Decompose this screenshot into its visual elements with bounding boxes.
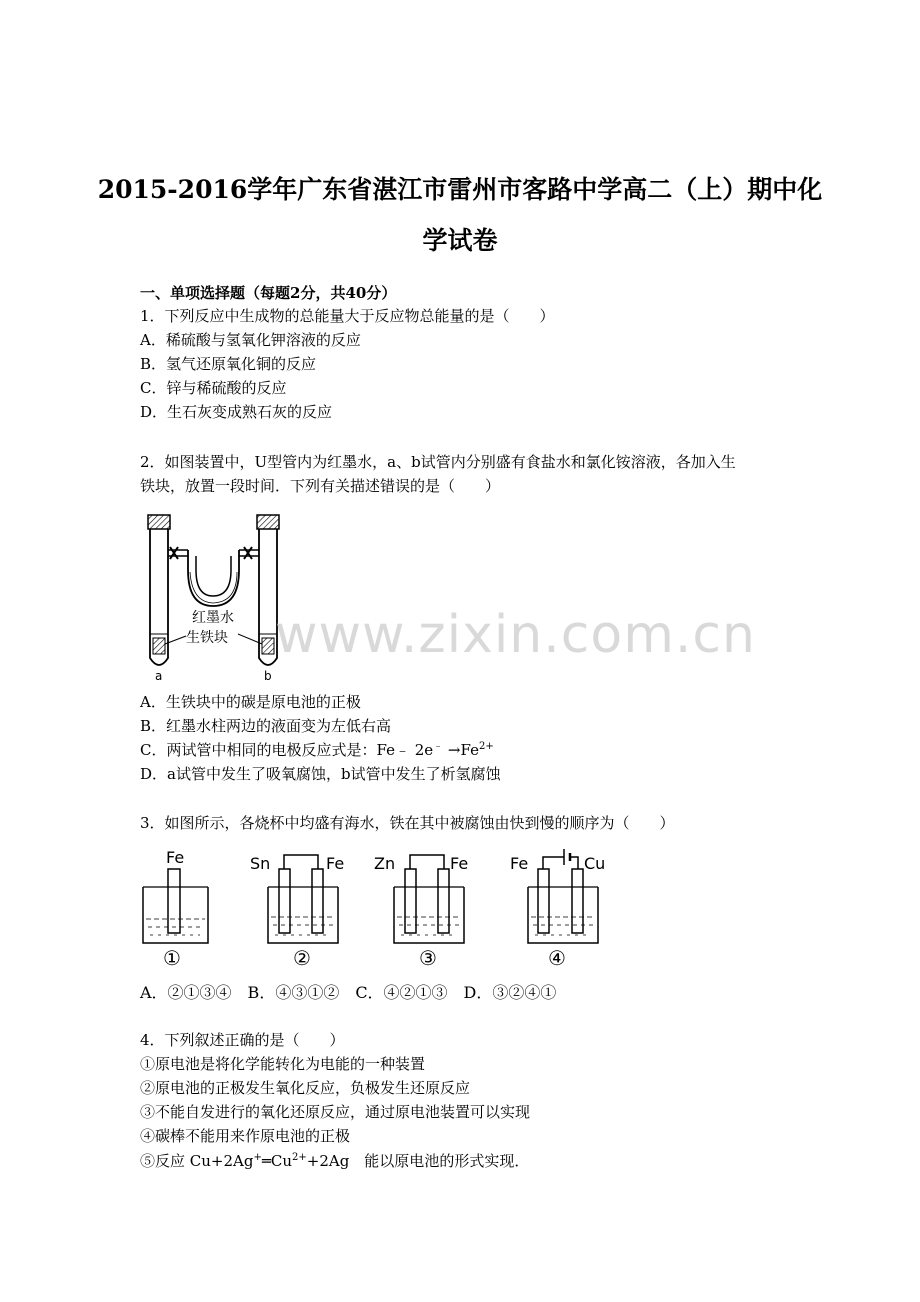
q2-option-d: D．a试管中发生了吸氧腐蚀，b试管中发生了析氢腐蚀 [140,765,501,783]
exam-title-line1: 2015-2016学年广东省湛江市雷州市客路中学高二（上）期中化 [97,175,823,204]
beaker-3-label-fe: Fe [450,854,469,873]
q4-item-3: ③不能自发进行的氧化还原反应，通过原电池装置可以实现 [140,1103,531,1121]
beaker-4-number: ④ [548,946,566,970]
q1-option-b: B．氢气还原氧化铜的反应 [140,355,317,373]
beaker-4 [510,849,605,970]
q4-item-5-mid: ═Cu [261,1152,293,1170]
q2-stem-line1: 2．如图装置中，U型管内为红墨水，a、b试管内分别盛有食盐水和氯化铵溶液，各加入生 [140,453,736,471]
q1-stem: 1．下列反应中生成物的总能量大于反应物总能量的是（ ） [140,307,555,325]
q1-option-d: D．生石灰变成熟石灰的反应 [140,403,333,421]
beaker-2-number: ② [293,946,311,970]
q4-item-2: ②原电池的正极发生氧化反应，负极发生还原反应 [140,1079,471,1097]
beaker-1-number: ① [163,946,181,970]
label-pig-iron: 生铁块 [186,630,228,646]
q4-item-4: ④碳棒不能用来作原电池的正极 [140,1127,351,1145]
q1-option-c: C．锌与稀硫酸的反应 [140,379,287,397]
beaker-1-label-fe: Fe [166,848,185,867]
q3-stem: 3．如图所示，各烧杯中均盛有海水，铁在其中被腐蚀由快到慢的顺序为（ ） [140,814,675,832]
q2-option-c-sup2: 2+ [478,741,494,752]
q2-stem-line2: 铁块，放置一段时间．下列有关描述错误的是（ ） [140,477,501,495]
beaker-3-label-zn: Zn [374,854,396,873]
label-red-ink: 红墨水 [192,610,234,626]
label-tube-b: b [264,669,272,683]
beaker-4-label-cu: Cu [584,854,606,873]
q4-item-5-pre: ⑤反应 Cu+2Ag [140,1152,254,1170]
q2-option-c-sup1: ﹣ [433,741,444,752]
beaker-3 [374,854,468,970]
label-tube-a: a [155,669,163,683]
q2-option-b: B．红墨水柱两边的液面变为左低右高 [140,717,392,735]
u-tube-figure [140,510,290,685]
q2-option-c-arrow: →Fe [443,741,479,759]
beaker-3-number: ③ [419,946,437,970]
q2-option-a: A．生铁块中的碳是原电池的正极 [140,693,361,711]
beakers-figure [138,845,628,970]
q4-item-5-post: +2Ag 能以原电池的形式实现． [306,1152,530,1170]
beaker-4-label-fe: Fe [510,854,529,873]
q4-item-5-sup1: + [253,1152,262,1163]
q4-stem: 4．下列叙述正确的是（ ） [140,1031,345,1049]
beaker-2 [250,854,344,970]
q2-option-c-text: C．两试管中相同的电极反应式是：Fe﹣ 2e [140,741,434,759]
q4-item-5-sup2: 2+ [292,1152,307,1163]
section-heading: 一、单项选择题（每题2分，共40分） [140,284,397,302]
beaker-2-label-sn: Sn [250,854,271,873]
beaker-2-label-fe: Fe [326,854,345,873]
q2-option-c [140,740,494,760]
q3-options: A．②①③④ B．④③①② C．④②①③ D．③②④① [140,983,557,1002]
watermark: www.zixin.com.cn [275,605,756,665]
q4-item-5 [140,1151,529,1171]
beaker-1 [143,848,208,970]
q4-item-1: ①原电池是将化学能转化为电能的一种装置 [140,1055,426,1073]
exam-title-line2: 学试卷 [422,226,498,255]
q1-option-a: A．稀硫酸与氢氧化钾溶液的反应 [140,331,361,349]
